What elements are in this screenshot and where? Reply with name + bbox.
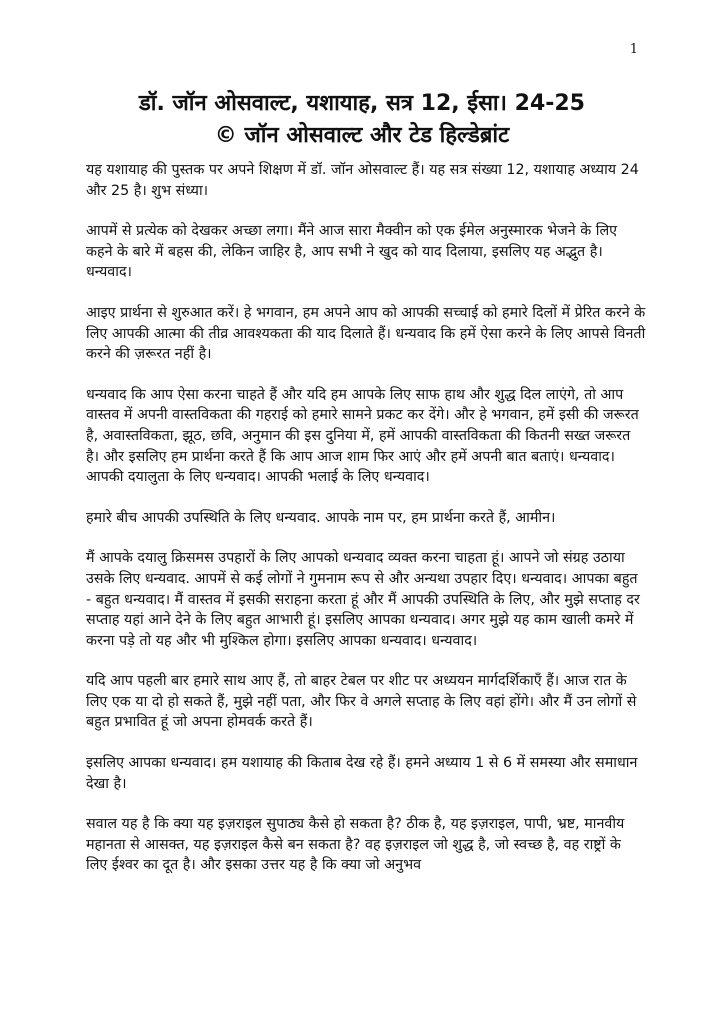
paragraph: आइए प्रार्थना से शुरुआत करें। हे भगवान, हम अपने आप को आपकी सच्चाई को हमारे दिलों में प्रेरित करने के लिए आपकी आत्मा की तीव्र आवश्यकता की याद दिलाते हैं। धन्यवाद कि हमें ऐसा करने के लिए आपसे विनती करने की ज़रूरत नहीं है। <box>86 304 646 363</box>
paragraph: धन्यवाद कि आप ऐसा करना चाहते हैं और यदि हम आपके लिए साफ हाथ और शुद्ध दिल लाएंगे, तो आप वास्तव में अपनी वास्तविकता की गहराई को हमारे सामने प्रकट कर देंगे। और हे भगवान, हमें इसी की जरूरत है, अवास्तविकता, झूठ, छवि, अनुमान की इस दुनिया में, हमें आपकी वास्तविकता की कितनी सख्त जरूरत है। और इसलिए हम प्रार्थना करते हैं कि आप आज शाम फिर आएं और हमें अपनी बात बताएं। धन्यवाद। आपकी दयालुता के लिए धन्यवाद। आपकी भलाई के लिए धन्यवाद। <box>86 386 639 486</box>
paragraph: मैं आपके दयालु क्रिसमस उपहारों के लिए आपको धन्यवाद व्यक्त करना चाहता हूं। आपने जो संग्रह उठाया उसके लिए धन्यवाद. आपमें से कई लोगों ने गुमनाम रूप से और अन्यथा उपहार दिए। धन्यवाद। आपका बहुत - बहुत धन्यवाद। मैं वास्तव में इसकी सराहना करता हूं और मैं आपकी उपस्थिति के लिए, और मुझे सप्ताह दर सप्ताह यहां आने देने के लिए बहुत आभारी हूं। इसलिए आपका धन्यवाद। अगर मुझे यह काम खाली कमरे में करना पड़े तो यह और भी मुश्किल होगा। इसलिए आपका धन्यवाद। धन्यवाद। <box>86 550 640 649</box>
document-body <box>86 160 646 896</box>
title-line-1: डॉ. जॉन ओसवाल्ट, यशायाह, सत्र 12, ईसा। 24-25 <box>139 91 585 116</box>
paragraph: हमारे बीच आपकी उपस्थिति के लिए धन्यवाद. आपके नाम पर, हम प्रार्थना करते हैं, आमीन। <box>86 509 556 526</box>
paragraph: आपमें से प्रत्येक को देखकर अच्छा लगा। मैंने आज सारा मैक्वीन को एक ईमेल अनुस्मारक भेजने के लिए कहने के बारे में बहस की, लेकिन जाहिर है, आप सभी ने खुद को याद दिलाया, इसलिए यह अद्भुत है। धन्यवाद। <box>86 223 618 281</box>
paragraph: इसलिए आपका धन्यवाद। हम यशायाह की किताब देख रहे हैं। हमने अध्याय 1 से 6 में समस्या और समाधान देखा है। <box>86 755 638 792</box>
document-title <box>70 88 654 152</box>
page-number: 1 <box>629 42 638 57</box>
paragraph: यदि आप पहली बार हमारे साथ आए हैं, तो बाहर टेबल पर शीट पर अध्ययन मार्गदर्शिकाएँ हैं। आज रात के लिए एक या दो हो सकते हैं, मुझे नहीं पता, और फिर वे अगले सप्ताह के लिए वहां होंगे। और मैं उन लोगों से बहुत प्रभावित हूं जो अपना होमवर्क करते हैं। <box>86 673 637 731</box>
paragraph: यह यशायाह की पुस्तक पर अपने शिक्षण में डॉ. जॉन ओसवाल्ट हैं। यह सत्र संख्या 12, यशायाह अध्याय 24 और 25 है। शुभ संध्या। <box>86 162 639 199</box>
paragraph: सवाल यह है कि क्या यह इज़राइल सुपाठ्य कैसे हो सकता है? ठीक है, यह इज़राइल, पापी, भ्रष्ट, मानवीय महानता से आसक्त, यह इज़राइल कैसे बन सकता है? वह इज़राइल जो शुद्ध है, जो स्वच्छ है, वह राष्ट्रों के लिए ईश्वर का दूत है। और इसका उत्तर यह है कि क्या जो अनुभव <box>86 816 625 874</box>
title-line-2: © जॉन ओसवाल्ट और टेड हिल्डेब्रांट <box>214 123 510 148</box>
